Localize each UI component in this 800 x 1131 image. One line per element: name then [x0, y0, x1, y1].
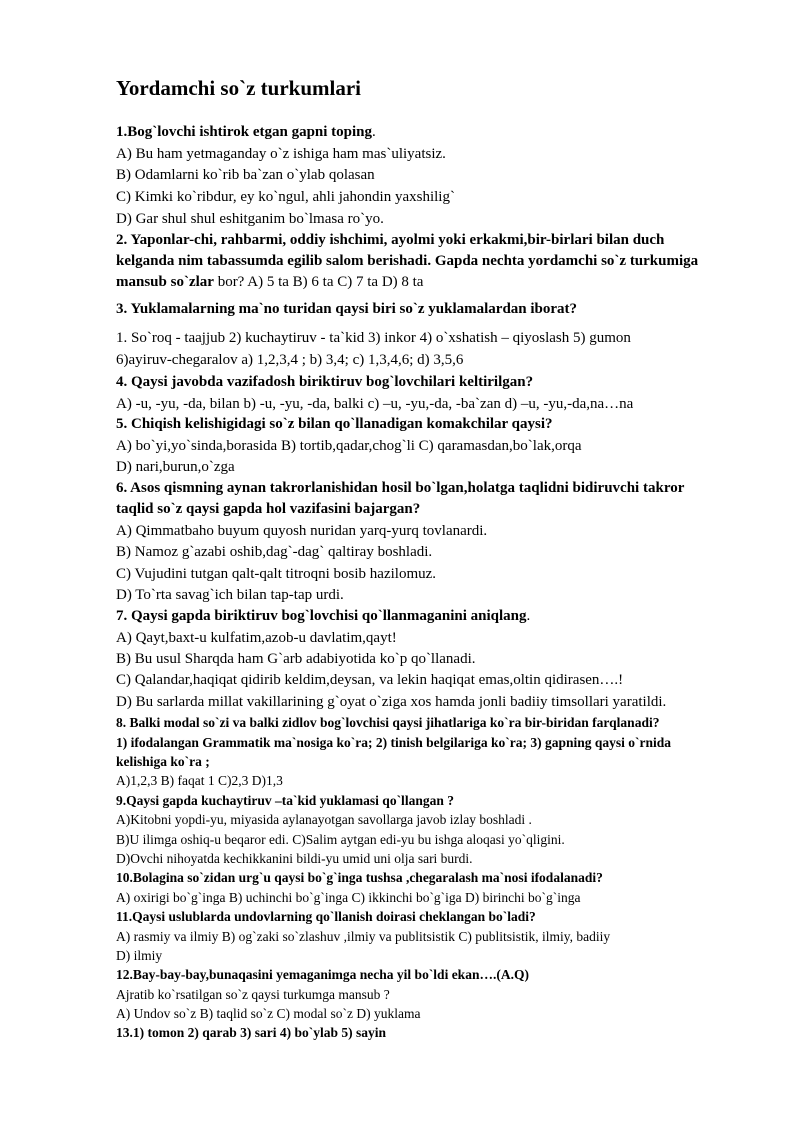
question-2-line-2: kelganda nim tabassumda egilib salom berishadi. Gapda nechta yordamchi so`z turkumiga — [116, 253, 699, 269]
q6-option-b: B) Namoz g`azabi oshib,dag`-dag` qaltiray boshladi. — [116, 544, 433, 560]
q4-answers: A) -u, -yu, -da, bilan b) -u, -yu, -da, balki c) –u, -yu,-da, -ba`zan d) –u, -yu,-da,na…na — [116, 396, 634, 412]
q6-option-d: D) To`rta savag`ich bilan tap-tap urdi. — [116, 587, 344, 603]
q9-option-a: A)Kitobni yopdi-yu, miyasida aylanayotgan savollarga javob izlay boshladi . — [116, 812, 532, 827]
q5-options-abc: A) bo`yi,yo`sinda,borasida B) tortib,qadar,chog`li C) qaramasdan,bo`lak,orqa — [116, 438, 582, 454]
question-8-line-3: kelishiga ko`ra ; — [116, 754, 210, 769]
q7-option-b: B) Bu usul Sharqda ham G`arb adabiyotida ko`p qo`llanadi. — [116, 651, 476, 667]
q7-option-d: D) Bu sarlarda millat vakillarining g`oyat o`ziga xos hamda jonli badiiy timsollari yaratildi. — [116, 694, 667, 710]
question-2-answers: bor? A) 5 ta B) 6 ta C) 7 ta D) 8 ta — [213, 274, 424, 290]
question-10: 10.Bolagina so`zidan urg`u qaysi bo`g`inga tushsa ,chegaralash ma`nosi ifodalanadi? — [116, 870, 603, 885]
q7-option-a: A) Qayt,baxt-u kulfatim,azob-u davlatim,qayt! — [116, 630, 397, 646]
q1-option-d: D) Gar shul shul eshitganim bo`lmasa ro`yo. — [116, 211, 384, 227]
page-title: Yordamchi so`z turkumlari — [116, 76, 361, 100]
question-11: 11.Qaysi uslublarda undovlarning qo`llanish doirasi cheklangan bo`ladi? — [116, 909, 536, 924]
q8-answers: A)1,2,3 B) faqat 1 C)2,3 D)1,3 — [116, 773, 283, 788]
q3-items: 1. So`roq - taajjub 2) kuchaytiruv - ta`kid 3) inkor 4) o`xshatish – qiyoslash 5) gumon — [116, 330, 631, 346]
question-6-line-2: taqlid so`z qaysi gapda hol vazifasini bajargan? — [116, 501, 421, 517]
q1-option-c: C) Kimki ko`ribdur, ey ko`ngul, ahli jahondin yaxshilig` — [116, 189, 455, 205]
question-1-period: . — [372, 124, 376, 140]
question-12: 12.Bay-bay-bay,bunaqasini yemaganimga necha yil bo`ldi ekan….(A.Q) — [116, 967, 529, 982]
q10-answers: A) oxirigi bo`g`inga B) uchinchi bo`g`inga C) ikkinchi bo`g`iga D) birinchi bo`g`inga — [116, 890, 581, 905]
question-3: 3. Yuklamalarning ma`no turidan qaysi biri so`z yuklamalardan iborat? — [116, 301, 578, 317]
question-2-line-1: 2. Yaponlar-chi, rahbarmi, oddiy ishchimi, ayolmi yoki erkakmi,bir-birlari bilan duch — [116, 232, 665, 248]
question-1 — [116, 124, 376, 141]
question-2-line-3 — [116, 274, 423, 291]
q9-options-bc: B)U ilimga oshiq-u beqaror edi. C)Salim aytgan edi-yu bu ishga aloqasi yo`qligini. — [116, 832, 565, 847]
question-12-line-2: Ajratib ko`rsatilgan so`z qaysi turkumga mansub ? — [116, 987, 390, 1002]
question-7-text: 7. Qaysi gapda biriktiruv bog`lovchisi qo`llanmaganini aniqlang — [116, 608, 527, 624]
question-13: 13.1) tomon 2) qarab 3) sari 4) bo`ylab 5) sayin — [116, 1025, 387, 1040]
q6-option-a: A) Qimmatbaho buyum quyosh nuridan yarq-yurq tovlanardi. — [116, 523, 488, 539]
q11-option-d: D) ilmiy — [116, 948, 163, 963]
question-6-line-1: 6. Asos qismning aynan takrorlanishidan hosil bo`lgan,holatga taqlidni bidiruvchi takror — [116, 480, 685, 496]
q6-option-c: C) Vujudini tutgan qalt-qalt titroqni bosib hazilomuz. — [116, 566, 437, 582]
question-5: 5. Chiqish kelishigidagi so`z bilan qo`llanadigan komakchilar qaysi? — [116, 416, 553, 432]
question-2-bold-part: mansub so`zlar — [116, 274, 214, 290]
q5-option-d: D) nari,burun,o`zga — [116, 459, 235, 475]
q11-options-abc: A) rasmiy va ilmiy B) og`zaki so`zlashuv ,ilmiy va publitsistik C) publitsistik, ilmiy, badiiy — [116, 929, 611, 944]
question-7-period: . — [526, 608, 531, 624]
question-4: 4. Qaysi javobda vazifadosh biriktiruv bog`lovchilari keltirilgan? — [116, 374, 534, 390]
q1-option-b: B) Odamlarni ko`rib ba`zan o`ylab qolasan — [116, 167, 375, 183]
question-7 — [116, 608, 530, 625]
question-1-text: 1.Bog`lovchi ishtirok etgan gapni toping — [116, 124, 373, 140]
q1-option-a: A) Bu ham yetmaganday o`z ishiga ham mas`uliyatsiz. — [116, 146, 446, 162]
q7-option-c: C) Qalandar,haqiqat qidirib keldim,deysan, va lekin haqiqat emas,oltin qidirasen….! — [116, 672, 624, 688]
q9-option-d: D)Ovchi nihoyatda kechikkanini bildi-yu umid uni olja sari burdi. — [116, 851, 473, 866]
question-9: 9.Qaysi gapda kuchaytiruv –ta`kid yuklamasi qo`llangan ? — [116, 793, 454, 808]
question-8-line-2: 1) ifodalangan Grammatik ma`nosiga ko`ra; 2) tinish belgilariga ko`ra; 3) gapning qaysi o`rnida — [116, 735, 672, 750]
question-8: 8. Balki modal so`zi va balki zidlov bog`lovchisi qaysi jihatlariga ko`ra bir-biridan farqlanadi? — [116, 715, 660, 730]
q12-answers: A) Undov so`z B) taqlid so`z C) modal so`z D) yuklama — [116, 1006, 421, 1021]
q3-answers: 6)ayiruv-chegaralov a) 1,2,3,4 ; b) 3,4; c) 1,3,4,6; d) 3,5,6 — [116, 352, 464, 368]
